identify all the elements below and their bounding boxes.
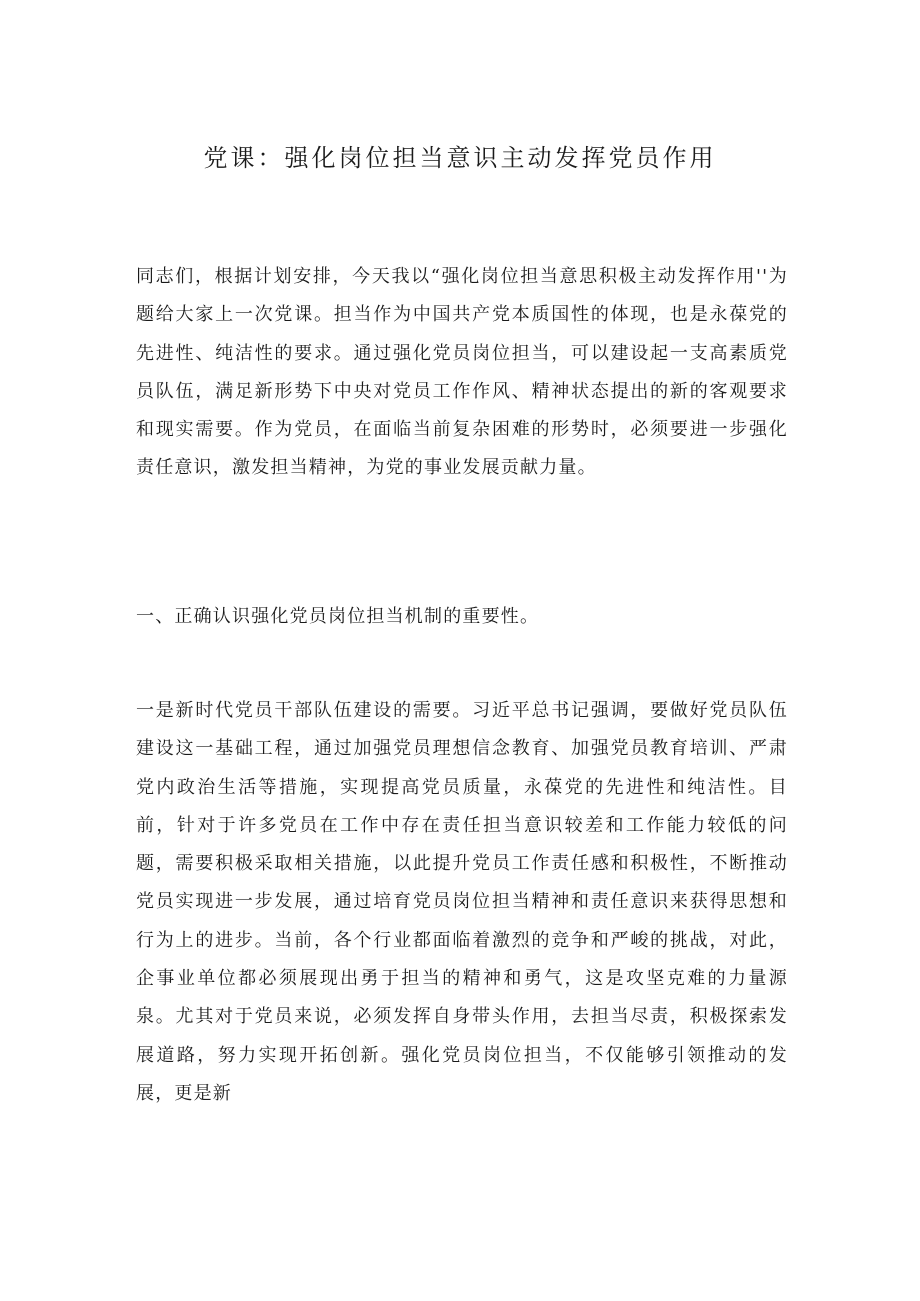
section-heading: 一、正确认识强化党员岗位担当机制的重要性。 (136, 606, 540, 627)
intro-paragraph: 同志们，根据计划安排，今天我以“强化岗位担当意思积极主动发挥作用''为题给大家上一次党课。担当作为中国共产党本质国性的体现，也是永葆党的先进性、纯洁性的要求。通过强化党员岗位担当，可以建设起一支高素质党员队伍，满足新形势下中央对党员工作作风、精神状态提出的新的客观要求和现实需要。作为党员，在面临当前复杂困难的形势时，必须要进一步强化责任意识，激发担当精神，为党的事业发展贡献力量。 (136, 266, 788, 479)
section-paragraph: 一是新时代党员干部队伍建设的需要。习近平总书记强调，要做好党员队伍建设这一基础工程，通过加强党员理想信念教育、加强党员教育培训、严肃党内政治生活等措施，实现提高党员质量，永葆党的先进性和纯洁性。目前，针对于许多党员在工作中存在责任担当意识较差和工作能力较低的问题，需要积极采取相关措施，以此提升党员工作责任感和积极性，不断推动党员实现进一步发展，通过培育党员岗位担当精神和责任意识来获得思想和行为上的进步。当前，各个行业都面临着激烈的竞争和严峻的挑战，对此，企事业单位都必须展现出勇于担当的精神和勇气，这是攻坚克难的力量源泉。尤其对于党员来说，必须发挥自身带头作用，去担当尽责，积极探索发展道路，努力实现开拓创新。强化党员岗位担当，不仅能够引领推动的发展，更是新 (136, 700, 788, 1104)
document-title: 党课：强化岗位担当意识主动发挥党员作用 (203, 144, 717, 172)
